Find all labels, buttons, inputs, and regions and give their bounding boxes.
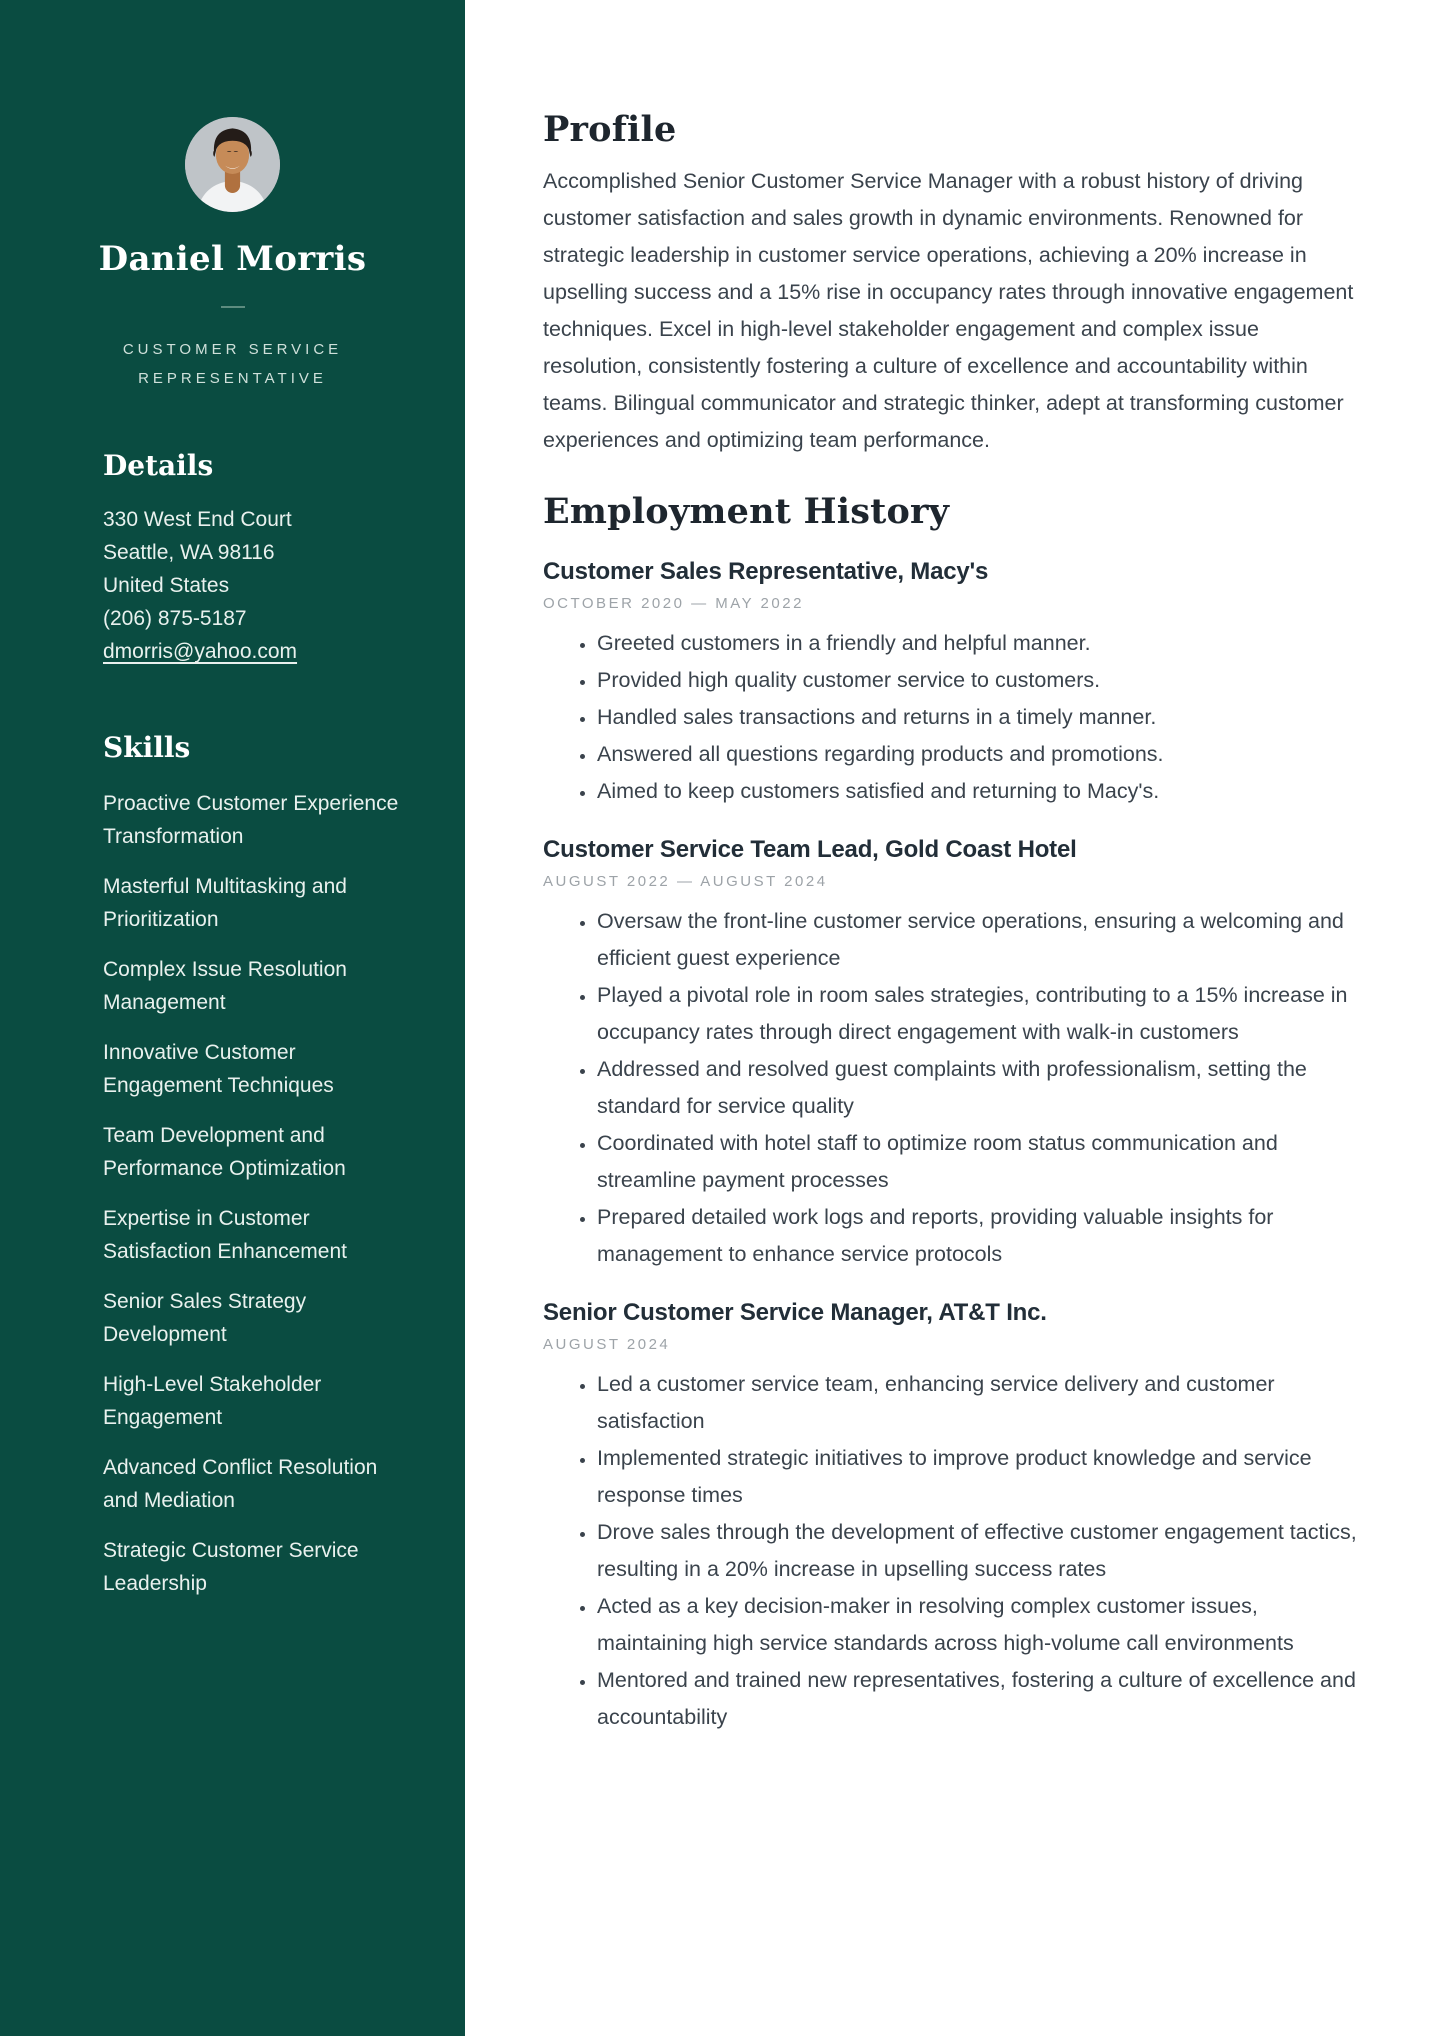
job-list [543,558,1360,1736]
job-bullet: • Led a customer service team, enhancing service delivery and customer satisfaction [597,1366,1360,1440]
profile-summary: Accomplished Senior Customer Service Manager with a robust history of driving customer satisfaction and sales growth in dynamic environments. Renowned for strategic leadership in customer service operations, achieving a 20% increase in upselling success and a 15% rise in occupancy rates through innovative engagement techniques. Excel in high-level stakeholder engagement and complex issue resolution, consistently fostering a culture of excellence and accountability within teams. Bilingual communicator and strategic thinker, adept at transforming customer experiences and optimizing team performance. [543,169,1354,452]
skill-item: Innovative Customer Engagement Techniques [103,1041,334,1097]
skill-item: Complex Issue Resolution Management [103,958,347,1014]
job-bullet-list [543,1366,1360,1736]
job-title-line-2: REPRESENTATIVE [138,370,327,387]
job-bullet: • Played a pivotal role in room sales strategies, contributing to a 15% increase in occupancy rates through direct engagement with walk-in customers [597,977,1360,1051]
skill-item: Senior Sales Strategy Development [103,1290,307,1346]
details-heading: Details [103,449,214,482]
job-bullet: • Prepared detailed work logs and reports, providing valuable insights for management to enhance service protocols [597,1199,1360,1273]
email-link[interactable]: dmorris@yahoo.com [103,640,298,663]
job-dates: AUGUST 2024 [543,1336,671,1353]
job-bullet: • Oversaw the front-line customer service operations, ensuring a welcoming and efficient guest experience [597,903,1360,977]
address-country: United States [103,574,230,597]
profile-photo [185,117,280,212]
employment-history-heading: Employment History [543,491,950,532]
phone-number: (206) 875-5187 [103,607,247,630]
candidate-job-title [0,335,465,393]
job-title: Customer Sales Representative, Macy's [543,558,989,585]
job-bullet: • Aimed to keep customers satisfied and returning to Macy's. [597,773,1360,810]
job-bullet: • Drove sales through the development of effective customer engagement tactics, resulting in a 20% increase in upselling success rates [597,1514,1360,1588]
name-divider [221,306,245,308]
job-bullet: • Answered all questions regarding products and promotions. [597,736,1360,773]
skill-item: Masterful Multitasking and Prioritization [103,875,347,931]
employment-history-section [543,491,1360,1736]
job-entry [543,558,1360,810]
job-bullet: • Mentored and trained new representatives, fostering a culture of excellence and accountability [597,1662,1360,1736]
job-bullet-list [543,625,1360,810]
job-bullet: • Implemented strategic initiatives to improve product knowledge and service response times [597,1440,1360,1514]
skills-section [103,731,405,1600]
candidate-name: Daniel Morris [98,239,367,279]
profile-section [543,109,1360,459]
job-title: Senior Customer Service Manager, AT&T Inc. [543,1299,1047,1326]
job-bullet: • Acted as a key decision-maker in resolving complex customer issues, maintaining high service standards across high-volume call environments [597,1588,1360,1662]
job-title-line-1: CUSTOMER SERVICE [122,341,343,358]
skill-item: High-Level Stakeholder Engagement [103,1373,322,1429]
job-bullet: • Provided high quality customer service to customers. [597,662,1360,699]
job-dates: AUGUST 2022 — AUGUST 2024 [543,873,828,890]
main-content [465,0,1440,2036]
job-bullet-list [543,903,1360,1273]
job-entry [543,1299,1360,1736]
skill-item: Expertise in Customer Satisfaction Enhancement [103,1207,347,1263]
job-title: Customer Service Team Lead, Gold Coast Hotel [543,836,1077,863]
job-bullet: • Coordinated with hotel staff to optimize room status communication and streamline payment processes [597,1125,1360,1199]
skill-list [103,787,405,1600]
skill-item: Advanced Conflict Resolution and Mediation [103,1456,378,1512]
job-dates: OCTOBER 2020 — MAY 2022 [543,595,804,612]
job-bullet: • Handled sales transactions and returns in a timely manner. [597,699,1360,736]
sidebar-header [0,0,465,393]
sidebar [0,0,465,2036]
skill-item: Team Development and Performance Optimization [103,1124,346,1180]
skill-item: Proactive Customer Experience Transformation [103,792,399,848]
job-bullet: • Greeted customers in a friendly and helpful manner. [597,625,1360,662]
address-street: 330 West End Court [103,508,292,531]
person-portrait-icon [185,117,280,212]
job-bullet: • Addressed and resolved guest complaints with professionalism, setting the standard for service quality [597,1051,1360,1125]
details-section [103,449,405,668]
address-city: Seattle, WA 98116 [103,541,275,564]
job-entry [543,836,1360,1273]
skill-item: Strategic Customer Service Leadership [103,1539,359,1595]
contact-details [103,503,405,668]
profile-heading: Profile [543,109,677,150]
skills-heading: Skills [103,731,191,764]
